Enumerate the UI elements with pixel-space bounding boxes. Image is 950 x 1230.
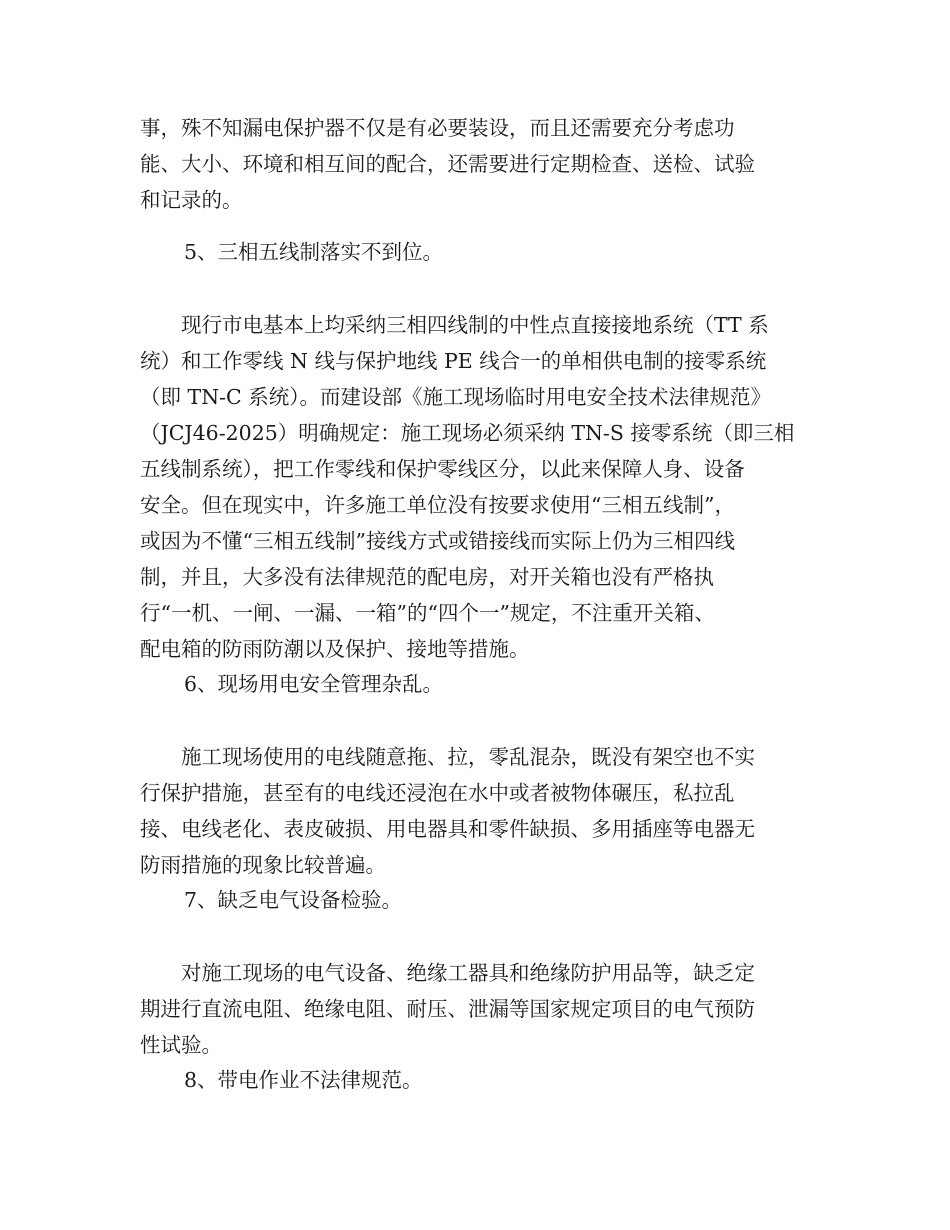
paragraph-equipment-inspection (140, 955, 810, 1063)
text-line: 现行市电基本上均采纳三相四线制的中性点直接接地系统（TT 系 (140, 313, 769, 337)
text-line: 行保护措施，甚至有的电线还浸泡在水中或者被物体碾压，私拉乱 (140, 781, 735, 805)
text-line: 期进行直流电阻、绝缘电阻、耐压、泄漏等国家规定项目的电气预防 (140, 997, 755, 1021)
text-line: 事，殊不知漏电保护器不仅是有必要装设，而且还需要充分考虑功 (140, 116, 735, 140)
heading-text: 8、带电作业不法律规范。 (184, 1068, 423, 1092)
text-line: 对施工现场的电气设备、绝缘工器具和绝缘防护用品等，缺乏定 (140, 961, 755, 985)
heading-text: 5、三相五线制落实不到位。 (184, 240, 444, 264)
heading-text: 7、缺乏电气设备检验。 (184, 888, 403, 912)
text-line: （即 TN-C 系统）。而建设部《施工现场临时用电安全技术法律规范》 (140, 385, 772, 409)
section-heading-6 (140, 666, 854, 702)
paragraph-site-electricity-management (140, 739, 810, 883)
section-heading-8 (140, 1062, 854, 1098)
text-line: 性试验。 (140, 1033, 222, 1057)
text-line: 接、电线老化、表皮破损、用电器具和零件缺损、多用插座等电器无 (140, 817, 755, 841)
text-line: 配电箱的防雨防潮以及保护、接地等措施。 (140, 637, 530, 661)
heading-text: 6、现场用电安全管理杂乱。 (184, 672, 444, 696)
text-line: 和记录的。 (140, 188, 243, 212)
section-heading-5 (140, 234, 854, 270)
text-line: 五线制系统），把工作零线和保护零线区分，以此来保障人身、设备 (140, 457, 745, 481)
text-line: 统）和工作零线 N 线与保护地线 PE 线合一的单相供电制的接零系统 (140, 349, 767, 373)
text-line: 施工现场使用的电线随意拖、拉，零乱混杂，既没有架空也不实 (140, 745, 755, 769)
text-line: 能、大小、环境和相互间的配合，还需要进行定期检查、送检、试验 (140, 152, 755, 176)
paragraph-three-phase-five-wire (140, 307, 810, 667)
section-heading-7 (140, 882, 854, 918)
text-line: 安全。但在现实中，许多施工单位没有按要求使用“三相五线制”， (140, 493, 735, 517)
text-line: 防雨措施的现象比较普遍。 (140, 853, 386, 877)
text-line: （JCJ46-2025）明确规定：施工现场必须采纳 TN-S 接零系统（即三相 (140, 421, 795, 445)
text-line: 制，并且，大多没有法律规范的配电房，对开关箱也没有严格执 (140, 565, 714, 589)
text-line: 行“一机、一闸、一漏、一箱”的“四个一”规定，不注重开关箱、 (140, 601, 715, 625)
text-line: 或因为不懂“三相五线制”接线方式或错接线而实际上仍为三相四线 (140, 529, 735, 553)
paragraph-leakage-protector (140, 110, 810, 218)
